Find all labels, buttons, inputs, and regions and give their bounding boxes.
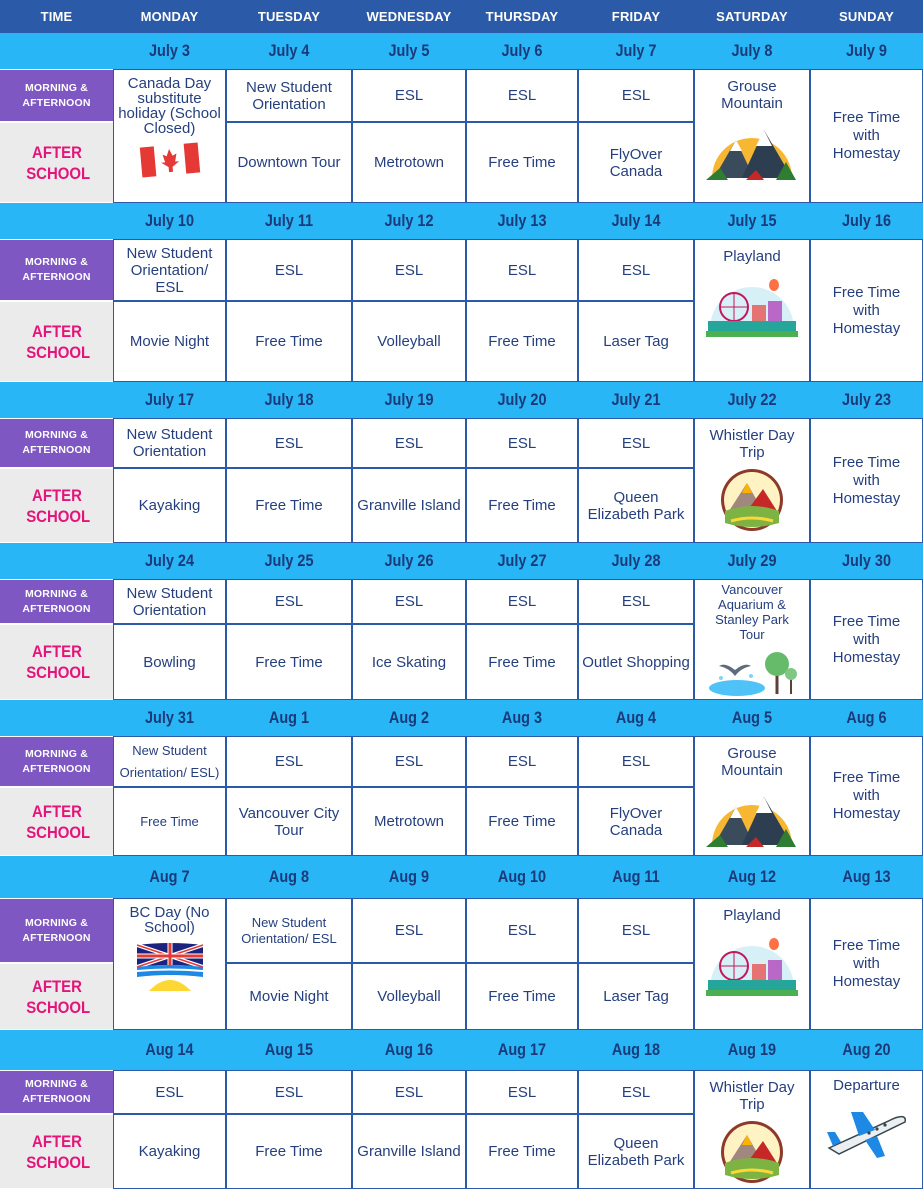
after-school-label [0,625,113,699]
thursday-morning-cell [466,418,578,468]
thursday-after-school-cell [466,301,578,382]
date-label: July 8 [731,41,773,60]
after-school-activity: Free Time [255,653,323,671]
header-friday: FRIDAY [578,0,694,33]
saturday-cell [694,418,810,543]
morning-activity: ESL [507,434,537,452]
after-school-activity: Metrotown [373,154,445,171]
monday-after-school-cell [113,787,226,856]
sunday-cell [810,736,923,856]
tuesday-after-school-cell [226,624,352,700]
tuesday-morning-cell [226,239,352,301]
date-label: Aug 10 [497,867,547,886]
morning-afternoon-label [0,580,113,623]
tuesday-morning-cell [226,579,352,624]
date-label: July 14 [611,211,661,230]
header-tuesday: TUESDAY [226,0,352,33]
saturday-cell [694,736,810,856]
thursday-morning-cell [466,898,578,963]
date-label: Aug 7 [149,867,190,886]
after-school-activity: FlyOver Canada [609,145,663,180]
date-label: Aug 4 [615,708,657,727]
friday-morning-cell [578,736,694,787]
thursday-morning-cell [466,239,578,301]
sunday-activity: Free Time with Homestay [832,612,901,666]
tuesday-after-school-cell [226,301,352,382]
after-school-activity: Bowling [143,653,196,671]
header-saturday: SATURDAY [694,0,810,33]
saturday-cell [694,69,810,203]
date-label: Aug 20 [842,1040,891,1059]
date-label: July 10 [144,211,195,230]
wednesday-after-school-cell [352,963,466,1030]
morning-activity: ESL [621,922,651,939]
after-school-activity: Laser Tag [603,988,669,1005]
thursday-morning-cell [466,1070,578,1114]
wednesday-after-school-cell [352,787,466,856]
sunday-cell [810,1070,923,1189]
date-label: July 29 [727,551,777,570]
thursday-after-school-cell [466,624,578,700]
playland-icon [706,930,798,1002]
sunday-activity: Free Time with Homestay [832,937,901,990]
saturday-cell [694,1070,810,1189]
friday-after-school-cell [578,301,694,382]
morning-activity: ESL [621,434,651,452]
sunday-cell [810,579,923,700]
after-school-activity: Free Time [488,497,556,514]
sunday-cell [810,69,923,203]
tuesday-morning-cell [226,418,352,468]
sunday-cell [810,898,923,1030]
date-label: July 20 [497,390,547,409]
morning-activity: ESL [274,593,304,610]
whale-tail-tree-icon [707,648,797,700]
monday-morning-cell [113,736,226,787]
after-school-activity: Free Time [140,814,199,829]
after-school-activity: Metrotown [373,813,445,830]
morning-afternoon-text: MORNING & AFTERNOON [22,747,91,775]
after-school-activity: Free Time [488,813,556,830]
mountain-icon [706,118,798,184]
morning-activity: ESL [274,753,304,770]
date-label: July 17 [144,390,195,409]
morning-afternoon-text: MORNING & AFTERNOON [22,429,91,456]
after-school-text: AFTER SCHOOL [25,642,90,682]
after-school-text: AFTER SCHOOL [25,1131,90,1172]
morning-activity: ESL [507,87,537,104]
morning-afternoon-text: MORNING & AFTERNOON [22,1078,91,1105]
after-school-activity: Volleyball [377,333,441,350]
morning-activity: ESL [394,1083,424,1101]
after-school-activity: Queen Elizabeth Park [587,1134,685,1169]
date-label: July 15 [727,211,777,230]
date-label: July 24 [144,551,195,570]
morning-activity: ESL [621,593,651,610]
wednesday-after-school-cell [352,301,466,382]
thursday-morning-cell [466,736,578,787]
friday-after-school-cell [578,122,694,203]
morning-activity: ESL [274,434,304,452]
monday-after-school-cell [113,624,226,700]
date-label: Aug 13 [842,867,891,886]
saturday-activity: Grouse Mountain [721,78,783,112]
after-school-text: AFTER SCHOOL [25,142,90,183]
morning-activity: ESL [507,1083,537,1101]
morning-activity: ESL [394,922,424,939]
playland-icon [706,271,798,343]
saturday-activity: Playland [723,907,781,924]
saturday-cell [694,898,810,1030]
saturday-cell [694,579,810,700]
date-label: July 3 [149,41,190,60]
after-school-activity: Granville Island [357,1143,461,1160]
after-school-label [0,964,113,1029]
after-school-activity: Outlet Shopping [582,653,690,671]
header-monday: MONDAY [113,0,226,33]
thursday-after-school-cell [466,468,578,543]
date-label: July 22 [727,390,777,409]
after-school-activity: Kayaking [138,497,201,514]
date-label: Aug 17 [497,1040,547,1059]
airplane-icon [825,1100,909,1164]
saturday-activity: Playland [723,248,781,265]
tuesday-morning-cell [226,1070,352,1114]
date-label: July 9 [846,41,887,60]
date-label: July 18 [264,390,314,409]
after-school-text: AFTER SCHOOL [25,485,90,526]
morning-afternoon-label [0,1071,113,1113]
date-label: Aug 9 [388,867,430,886]
date-label: Aug 6 [846,708,887,727]
sunday-activity: Free Time with Homestay [832,453,901,507]
after-school-activity: Vancouver City Tour [238,804,340,839]
thursday-morning-cell [466,69,578,122]
friday-after-school-cell [578,468,694,543]
header-time: TIME [0,0,113,33]
after-school-activity: Free Time [255,333,323,350]
date-label: July 5 [388,41,430,60]
date-label: Aug 8 [268,867,310,886]
monday-after-school-cell [113,1114,226,1189]
morning-activity: ESL [507,922,537,939]
sunday-activity: Free Time with Homestay [832,769,901,822]
morning-afternoon-label [0,240,113,300]
thursday-morning-cell [466,579,578,624]
after-school-activity: Free Time [488,653,556,671]
tuesday-after-school-cell [226,1114,352,1189]
after-school-activity: Free Time [488,333,556,350]
morning-activity: ESL [394,753,424,770]
friday-morning-cell [578,418,694,468]
monday-morning-cell [113,418,226,468]
sunday-activity: Free Time with Homestay [832,109,901,162]
wednesday-after-school-cell [352,122,466,203]
date-label: Aug 16 [384,1040,434,1059]
holiday-text: BC Day (No School) [129,904,210,936]
date-label: July 28 [611,551,661,570]
thursday-after-school-cell [466,122,578,203]
friday-morning-cell [578,69,694,122]
friday-morning-cell [578,898,694,963]
tuesday-after-school-cell [226,963,352,1030]
date-label: July 30 [841,551,892,570]
morning-activity: ESL [394,261,424,279]
date-label: Aug 19 [727,1040,777,1059]
whistler-icon [717,467,787,537]
friday-after-school-cell [578,1114,694,1189]
morning-activity: ESL [507,261,537,279]
after-school-activity: FlyOver Canada [609,804,663,839]
date-label: July 23 [841,390,892,409]
after-school-label [0,302,113,381]
after-school-text: AFTER SCHOOL [25,321,90,362]
saturday-cell [694,239,810,382]
thursday-after-school-cell [466,1114,578,1189]
date-label: July 6 [501,41,543,60]
morning-activity: ESL [394,87,424,104]
date-label: July 11 [264,211,314,230]
after-school-text: AFTER SCHOOL [25,976,90,1017]
header-sunday: SUNDAY [810,0,923,33]
morning-afternoon-label [0,419,113,467]
morning-activity: ESL [274,261,304,279]
morning-afternoon-text: MORNING & AFTERNOON [22,587,91,615]
wednesday-after-school-cell [352,624,466,700]
after-school-activity: Free Time [488,1143,556,1160]
holiday-text: Canada Day substitute holiday (School Closed) [118,75,221,137]
wednesday-morning-cell [352,418,466,468]
wednesday-morning-cell [352,579,466,624]
morning-activity: New Student Orientation/ ESL [126,244,213,296]
morning-activity: New Student Orientation [246,78,332,113]
friday-after-school-cell [578,624,694,700]
after-school-label [0,469,113,542]
thursday-after-school-cell [466,963,578,1030]
morning-activity: ESL [155,1083,184,1101]
friday-after-school-cell [578,787,694,856]
tuesday-after-school-cell [226,468,352,543]
monday-morning-cell [113,579,226,624]
after-school-activity: Movie Night [129,333,210,350]
date-label: Aug 3 [501,708,543,727]
whistler-icon [717,1119,787,1189]
morning-activity: New Student Orientation/ ESL) [119,742,220,780]
date-label: July 27 [497,551,547,570]
morning-activity: ESL [621,753,651,770]
friday-morning-cell [578,1070,694,1114]
wednesday-morning-cell [352,736,466,787]
morning-activity: ESL [394,434,424,452]
morning-afternoon-text: MORNING & AFTERNOON [22,916,91,944]
morning-afternoon-text: MORNING & AFTERNOON [22,256,91,283]
morning-activity: New Student Orientation [126,584,213,619]
monday-cell [113,898,226,1030]
date-label: Aug 1 [268,708,310,727]
saturday-activity: Vancouver Aquarium & Stanley Park Tour [715,582,789,642]
after-school-activity: Movie Night [249,988,329,1005]
date-label: Aug 18 [611,1040,661,1059]
after-school-activity: Free Time [488,988,556,1005]
date-label: July 4 [268,41,310,60]
header-wednesday: WEDNESDAY [352,0,466,33]
date-label: July 7 [615,41,657,60]
date-label: July 21 [611,390,661,409]
monday-morning-cell [113,1070,226,1114]
date-label: July 13 [497,211,547,230]
after-school-label [0,1115,113,1188]
friday-morning-cell [578,239,694,301]
morning-activity: ESL [621,87,651,104]
date-label: Aug 11 [612,867,660,886]
after-school-activity: Granville Island [357,497,461,514]
date-label: Aug 12 [727,867,777,886]
morning-activity: New Student Orientation [126,426,213,460]
after-school-activity: Free Time [488,154,556,171]
after-school-label [0,788,113,855]
mountain-icon [706,785,798,851]
sunday-cell [810,418,923,543]
morning-activity: ESL [274,1083,304,1101]
tuesday-morning-cell [226,69,352,122]
date-label: Aug 5 [731,708,773,727]
saturday-activity: Grouse Mountain [721,745,783,779]
after-school-activity: Laser Tag [603,333,669,350]
after-school-activity: Free Time [255,1143,323,1160]
after-school-activity: Free Time [255,497,323,514]
date-label: Aug 15 [264,1040,314,1059]
date-label: Aug 2 [388,708,430,727]
morning-afternoon-label [0,70,113,121]
after-school-activity: Downtown Tour [237,154,341,171]
sunday-activity: Departure [833,1077,900,1094]
friday-after-school-cell [578,963,694,1030]
monday-after-school-cell [113,301,226,382]
monday-after-school-cell [113,468,226,543]
wednesday-after-school-cell [352,1114,466,1189]
after-school-activity: Kayaking [138,1143,201,1160]
after-school-activity: Queen Elizabeth Park [587,488,685,523]
after-school-label [0,123,113,202]
morning-afternoon-label [0,899,113,962]
wednesday-morning-cell [352,898,466,963]
friday-morning-cell [578,579,694,624]
header-thursday: THURSDAY [466,0,578,33]
morning-afternoon-text: MORNING & AFTERNOON [22,81,91,109]
tuesday-morning-cell [226,898,352,963]
morning-activity: ESL [621,261,651,279]
monday-cell [113,69,226,203]
tuesday-morning-cell [226,736,352,787]
date-label: July 19 [384,390,434,409]
wednesday-after-school-cell [352,468,466,543]
wednesday-morning-cell [352,69,466,122]
after-school-text: AFTER SCHOOL [25,801,90,842]
after-school-activity: Volleyball [377,988,441,1005]
wednesday-morning-cell [352,1070,466,1114]
after-school-activity: Ice Skating [371,653,447,671]
morning-activity: New Student Orientation/ ESL [241,914,337,946]
date-label: July 26 [384,551,434,570]
saturday-activity: Whistler Day Trip [709,1079,795,1113]
date-label: July 25 [264,551,314,570]
bc-flag-icon [135,941,205,996]
sunday-activity: Free Time with Homestay [832,283,901,337]
morning-activity: ESL [507,593,537,610]
monday-morning-cell [113,239,226,301]
saturday-activity: Whistler Day Trip [709,427,795,461]
date-label: Aug 14 [145,1040,194,1059]
thursday-after-school-cell [466,787,578,856]
tuesday-after-school-cell [226,787,352,856]
morning-activity: ESL [394,593,424,610]
canada-flag-icon [139,142,201,181]
morning-activity: ESL [621,1083,651,1101]
morning-activity: ESL [507,753,537,770]
date-label: July 31 [144,708,195,727]
date-label: July 16 [841,211,892,230]
tuesday-after-school-cell [226,122,352,203]
sunday-cell [810,239,923,382]
date-label: July 12 [384,211,434,230]
morning-afternoon-label [0,737,113,786]
wednesday-morning-cell [352,239,466,301]
